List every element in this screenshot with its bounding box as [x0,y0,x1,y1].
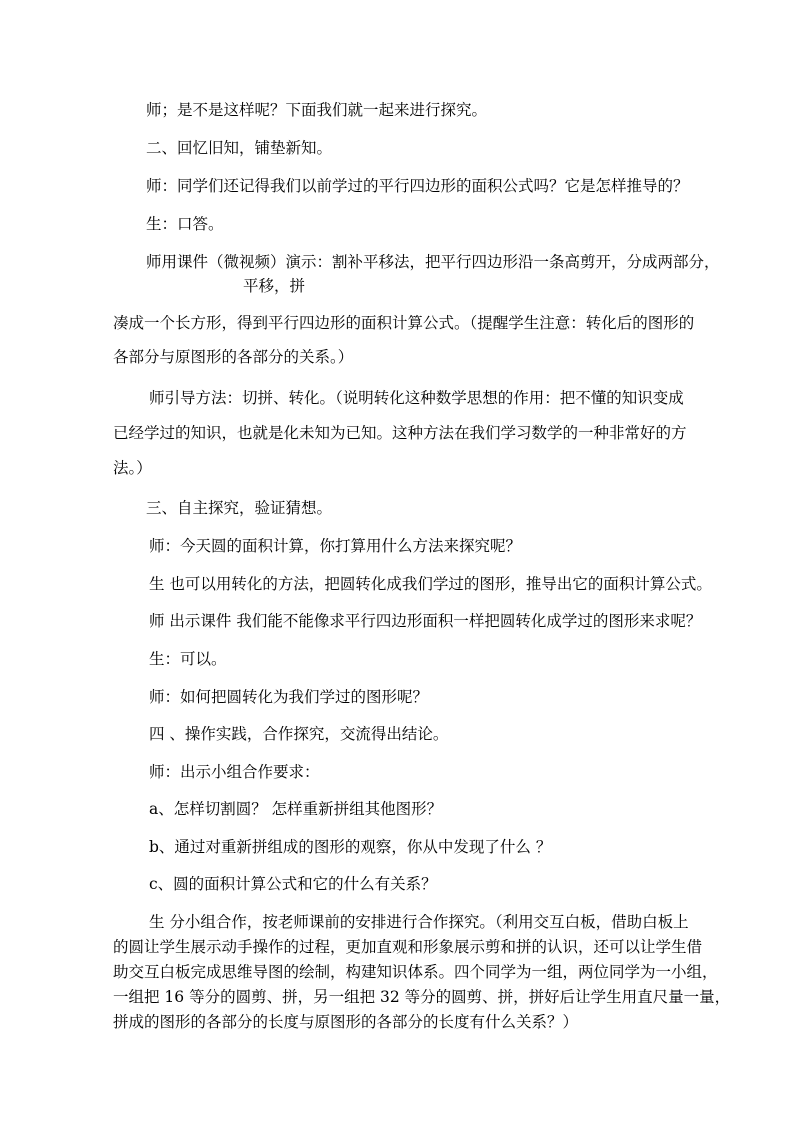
paragraph-student-yes: 生：可以。 [149,650,227,668]
paragraph-courseware-demo-line2: 平移，拼 [243,277,306,295]
paragraph-method-line1: 师引导方法：切拼、转化。（说明转化这种数学思想的作用：把不懂的知识变成 [149,389,684,407]
paragraph-group-requirements: 师：出示小组合作要求： [149,763,320,781]
paragraph-student-transform: 生 也可以用转化的方法，把圆转化成我们学过的图形，推导出它的面积计算公式。 [149,575,712,593]
paragraph-group-work-line2: 的圆让学生展示动手操作的过程，更加直观和形象展示剪和拼的认识，还可以让学生借 [113,938,703,956]
paragraph-group-work-line3: 助交互白板完成思维导图的绘制，构建知识体系。四个同学为一组，两位同学为一小组， [113,963,718,981]
paragraph-group-work-line1: 生 分小组合作，按老师课前的安排进行合作探究。（利用交互白板，借助白板上 [149,913,689,931]
paragraph-rectangle-line1: 凑成一个长方形，得到平行四边形的面积计算公式。（提醒学生注意：转化后的图形的 [113,314,695,332]
paragraph-group-work-line5: 拼成的图形的各部分的长度与原图形的各部分的长度有什么关系？） [113,1013,579,1031]
paragraph-method-line2: 已经学过的知识，也就是化未知为已知。这种方法在我们学习数学的一种非常好的方 [113,424,687,442]
paragraph-rectangle-line2: 各部分与原图形的各部分的关系。） [113,348,354,366]
paragraph-teacher-intro: 师；是不是这样呢？下面我们就一起来进行探究。 [146,101,488,119]
list-item-c: c、圆的面积计算公式和它的什么有关系？ [149,875,437,893]
list-item-b: b、通过对重新拼组成的图形的观察，你从中发现了什么 ？ [149,838,552,856]
paragraph-teacher-how: 师：如何把圆转化为我们学过的图形呢？ [149,688,429,706]
paragraph-teacher-question: 师：同学们还记得我们以前学过的平行四边形的面积公式吗？它是怎样推导的？ [146,177,689,195]
section-heading-3: 三、自主探究，验证猜想。 [146,499,333,517]
paragraph-method-line3: 法。） [113,459,152,477]
list-item-a: a、怎样切割圆？ 怎样重新拼组其他图形？ [149,800,443,818]
paragraph-teacher-courseware: 师 出示课件 我们能不能像求平行四边形面积一样把圆转化成学过的图形来求呢？ [149,612,702,630]
paragraph-teacher-today: 师：今天圆的面积计算，你打算用什么方法来探究呢？ [149,537,522,555]
section-heading-4: 四 、操作实践，合作探究，交流得出结论。 [149,725,449,743]
paragraph-student-answer: 生：口答。 [146,215,224,233]
paragraph-courseware-demo-line1: 师用课件（微视频）演示：割补平移法，把平行四边形沿一条高剪开，分成两部分， [146,253,720,271]
section-heading-2: 二、回忆旧知，铺垫新知。 [146,139,333,157]
paragraph-group-work-line4: 一组把 16 等分的圆剪、拼，另一组把 32 等分的圆剪、拼，拼好后让学生用直尺量一量， [113,988,731,1006]
